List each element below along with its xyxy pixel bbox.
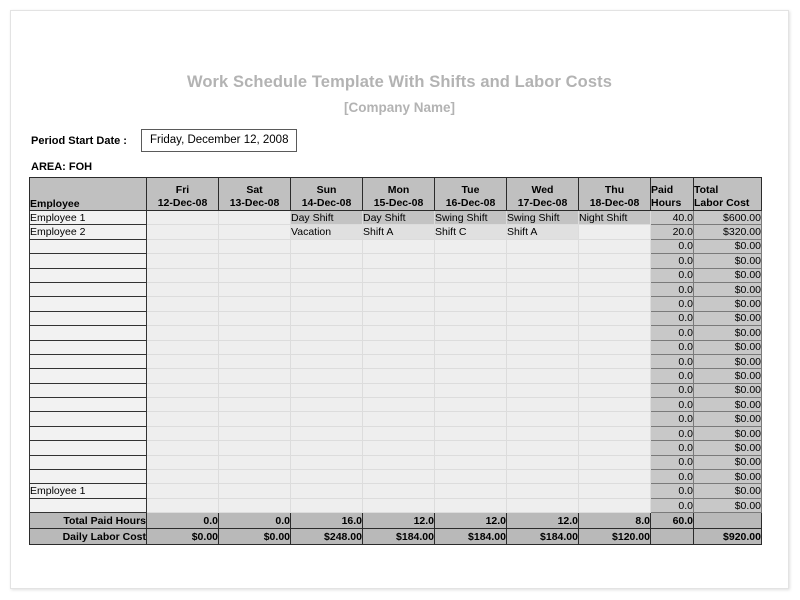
shift-cell[interactable] [147, 340, 219, 354]
shift-cell[interactable] [219, 211, 291, 225]
shift-cell[interactable] [219, 441, 291, 455]
row-total-labor-cost: $0.00 [694, 383, 762, 397]
summary-day-value: 12.0 [507, 513, 579, 529]
header-day-fri [147, 178, 219, 211]
shift-cell[interactable] [363, 268, 435, 282]
shift-cell[interactable] [507, 268, 579, 282]
table-row [30, 441, 762, 455]
shift-cell[interactable] [435, 498, 507, 512]
shift-cell[interactable] [291, 297, 363, 311]
row-paid-hours: 0.0 [651, 398, 694, 412]
shift-cell[interactable] [363, 239, 435, 253]
header-day-date: 16-Dec-08 [445, 197, 496, 209]
row-total-labor-cost: $0.00 [694, 484, 762, 498]
shift-cell[interactable] [363, 441, 435, 455]
shift-cell[interactable] [147, 398, 219, 412]
header-day-tue [435, 178, 507, 211]
shift-cell[interactable] [579, 412, 651, 426]
shift-cell[interactable] [219, 225, 291, 239]
summary-day-value: $184.00 [507, 529, 579, 545]
shift-cell[interactable] [507, 412, 579, 426]
shift-cell[interactable] [579, 326, 651, 340]
table-header-row [30, 178, 762, 211]
row-paid-hours: 0.0 [651, 484, 694, 498]
header-day-name: Fri [175, 184, 190, 196]
shift-cell[interactable] [291, 412, 363, 426]
shift-cell[interactable] [147, 426, 219, 440]
summary-day-value: 0.0 [219, 513, 291, 529]
header-day-date: 15-Dec-08 [373, 197, 424, 209]
table-row [30, 426, 762, 440]
employee-name-cell[interactable] [30, 326, 147, 340]
row-total-labor-cost: $0.00 [694, 239, 762, 253]
shift-cell[interactable] [435, 340, 507, 354]
shift-cell[interactable] [147, 441, 219, 455]
shift-cell[interactable] [291, 383, 363, 397]
employee-name-cell[interactable] [30, 268, 147, 282]
summary-day-value: 12.0 [435, 513, 507, 529]
shift-cell[interactable] [147, 484, 219, 498]
shift-cell[interactable] [219, 297, 291, 311]
row-total-labor-cost: $0.00 [694, 254, 762, 268]
shift-cell[interactable] [579, 383, 651, 397]
row-total-labor-cost: $0.00 [694, 369, 762, 383]
row-paid-hours: 0.0 [651, 326, 694, 340]
shift-cell[interactable] [291, 326, 363, 340]
shift-cell[interactable] [435, 297, 507, 311]
shift-cell[interactable] [363, 311, 435, 325]
header-day-mon [363, 178, 435, 211]
row-total-labor-cost: $320.00 [694, 225, 762, 239]
shift-cell[interactable] [147, 254, 219, 268]
shift-cell[interactable] [291, 455, 363, 469]
shift-cell[interactable] [147, 412, 219, 426]
row-total-labor-cost: $0.00 [694, 498, 762, 512]
shift-cell[interactable] [363, 254, 435, 268]
table-row [30, 498, 762, 512]
row-total-labor-cost: $0.00 [694, 268, 762, 282]
shift-cell[interactable] [291, 398, 363, 412]
summary-day-value: $0.00 [147, 529, 219, 545]
row-paid-hours: 0.0 [651, 282, 694, 296]
shift-cell[interactable] [579, 369, 651, 383]
row-paid-hours: 0.0 [651, 311, 694, 325]
shift-cell[interactable] [435, 383, 507, 397]
header-day-wed [507, 178, 579, 211]
summary-day-value: 0.0 [147, 513, 219, 529]
employee-name-cell[interactable] [30, 297, 147, 311]
table-row [30, 326, 762, 340]
shift-cell[interactable]: Night Shift [579, 211, 651, 225]
shift-cell[interactable] [363, 340, 435, 354]
shift-cell[interactable] [291, 470, 363, 484]
row-paid-hours: 0.0 [651, 470, 694, 484]
employee-name-cell[interactable] [30, 455, 147, 469]
period-start-date-input[interactable]: Friday, December 12, 2008 [141, 129, 298, 152]
header-day-sat [219, 178, 291, 211]
row-paid-hours: 0.0 [651, 354, 694, 368]
shift-cell[interactable] [219, 470, 291, 484]
page-title: Work Schedule Template With Shifts and Labor Costs [186, 73, 613, 91]
shift-cell[interactable] [507, 470, 579, 484]
employee-name-cell[interactable] [30, 282, 147, 296]
shift-cell[interactable] [435, 455, 507, 469]
shift-cell[interactable] [435, 484, 507, 498]
summary-label: Total Paid Hours [30, 513, 147, 529]
shift-cell[interactable] [219, 369, 291, 383]
shift-cell[interactable] [147, 311, 219, 325]
shift-cell[interactable] [507, 383, 579, 397]
employee-name-cell[interactable] [30, 340, 147, 354]
shift-cell[interactable] [579, 340, 651, 354]
shift-cell[interactable] [219, 412, 291, 426]
shift-cell[interactable] [363, 455, 435, 469]
summary-row [30, 529, 762, 545]
table-row [30, 225, 762, 239]
shift-cell[interactable] [363, 412, 435, 426]
shift-cell[interactable] [435, 239, 507, 253]
shift-cell[interactable] [579, 470, 651, 484]
shift-cell[interactable] [363, 369, 435, 383]
row-paid-hours: 0.0 [651, 268, 694, 282]
shift-cell[interactable] [147, 268, 219, 282]
shift-cell[interactable] [363, 498, 435, 512]
table-row [30, 239, 762, 253]
shift-cell[interactable] [219, 498, 291, 512]
row-paid-hours: 0.0 [651, 426, 694, 440]
row-total-labor-cost: $0.00 [694, 470, 762, 484]
shift-cell[interactable] [507, 311, 579, 325]
shift-cell[interactable] [579, 225, 651, 239]
header-total-labor-cost-line2: Labor Cost [694, 197, 750, 209]
summary-total-labor-cost: $920.00 [694, 529, 762, 545]
shift-cell[interactable] [507, 398, 579, 412]
table-body [30, 211, 762, 513]
header-day-name: Wed [531, 184, 554, 196]
shift-cell[interactable] [579, 484, 651, 498]
header-day-sun [291, 178, 363, 211]
employee-name-cell[interactable] [30, 398, 147, 412]
shift-cell[interactable] [363, 484, 435, 498]
employee-name-cell[interactable] [30, 383, 147, 397]
table-row [30, 398, 762, 412]
shift-cell[interactable] [435, 398, 507, 412]
header-paid-hours-line1: Paid [651, 184, 674, 196]
shift-cell[interactable]: Swing Shift [435, 211, 507, 225]
row-paid-hours: 0.0 [651, 383, 694, 397]
shift-cell[interactable] [147, 282, 219, 296]
shift-cell[interactable] [507, 282, 579, 296]
shift-cell[interactable] [363, 282, 435, 296]
shift-cell[interactable] [363, 354, 435, 368]
table-row [30, 340, 762, 354]
shift-cell[interactable] [579, 426, 651, 440]
shift-cell[interactable] [435, 282, 507, 296]
shift-cell[interactable] [219, 326, 291, 340]
header-employee: Employee [30, 178, 147, 211]
header-day-name: Tue [461, 184, 480, 196]
row-total-labor-cost: $0.00 [694, 297, 762, 311]
table-row [30, 254, 762, 268]
shift-cell[interactable]: Vacation [291, 225, 363, 239]
shift-cell[interactable] [219, 398, 291, 412]
summary-row [30, 513, 762, 529]
shift-cell[interactable] [435, 268, 507, 282]
shift-cell[interactable]: Day Shift [363, 211, 435, 225]
shift-cell[interactable] [219, 254, 291, 268]
area-label: AREA: FOH [31, 161, 93, 173]
summary-day-value: $120.00 [579, 529, 651, 545]
employee-name-cell[interactable] [30, 369, 147, 383]
table-footer [30, 513, 762, 545]
shift-cell[interactable] [147, 455, 219, 469]
shift-cell[interactable] [291, 239, 363, 253]
shift-cell[interactable] [291, 426, 363, 440]
shift-cell[interactable] [219, 311, 291, 325]
employee-name-cell[interactable] [30, 254, 147, 268]
header-day-date: 12-Dec-08 [157, 197, 208, 209]
shift-cell[interactable] [507, 369, 579, 383]
shift-cell[interactable] [147, 326, 219, 340]
shift-cell[interactable] [435, 354, 507, 368]
shift-cell[interactable] [507, 239, 579, 253]
shift-cell[interactable]: Day Shift [291, 211, 363, 225]
shift-cell[interactable] [363, 470, 435, 484]
shift-cell[interactable] [579, 297, 651, 311]
shift-cell[interactable] [507, 441, 579, 455]
shift-cell[interactable]: Swing Shift [507, 211, 579, 225]
shift-cell[interactable] [579, 254, 651, 268]
shift-cell[interactable] [291, 254, 363, 268]
shift-cell[interactable] [291, 354, 363, 368]
shift-cell[interactable] [219, 282, 291, 296]
header-day-name: Mon [387, 184, 410, 196]
table-row [30, 383, 762, 397]
header-total-labor-cost [694, 178, 762, 211]
header-paid-hours [651, 178, 694, 211]
table-row [30, 470, 762, 484]
row-total-labor-cost: $0.00 [694, 426, 762, 440]
shift-cell[interactable] [291, 498, 363, 512]
table-row [30, 455, 762, 469]
shift-cell[interactable] [507, 455, 579, 469]
shift-cell[interactable] [147, 297, 219, 311]
employee-name-cell[interactable] [30, 311, 147, 325]
header-total-labor-cost-line1: Total [694, 184, 719, 196]
shift-cell[interactable] [507, 354, 579, 368]
schedule-table [29, 177, 762, 545]
shift-cell[interactable] [291, 311, 363, 325]
row-total-labor-cost: $0.00 [694, 441, 762, 455]
shift-cell[interactable] [507, 426, 579, 440]
summary-day-value: 16.0 [291, 513, 363, 529]
shift-cell[interactable] [579, 498, 651, 512]
employee-name-cell[interactable] [30, 239, 147, 253]
shift-cell[interactable] [579, 354, 651, 368]
table-row [30, 211, 762, 225]
summary-day-value: 12.0 [363, 513, 435, 529]
document-page [10, 10, 789, 589]
summary-day-value: 8.0 [579, 513, 651, 529]
header-day-date: 14-Dec-08 [301, 197, 352, 209]
employee-name-cell[interactable] [30, 441, 147, 455]
shift-cell[interactable] [291, 441, 363, 455]
summary-day-value: $0.00 [219, 529, 291, 545]
shift-cell[interactable] [147, 354, 219, 368]
employee-name-cell[interactable]: Employee 2 [30, 225, 147, 239]
row-paid-hours: 20.0 [651, 225, 694, 239]
header-paid-hours-line2: Hours [651, 197, 682, 209]
shift-cell[interactable] [219, 340, 291, 354]
header-day-name: Thu [604, 184, 625, 196]
row-total-labor-cost: $600.00 [694, 211, 762, 225]
row-paid-hours: 0.0 [651, 455, 694, 469]
employee-name-cell[interactable] [30, 426, 147, 440]
shift-cell[interactable] [291, 282, 363, 296]
shift-cell[interactable] [435, 254, 507, 268]
table-row [30, 268, 762, 282]
shift-cell[interactable] [363, 398, 435, 412]
table-row [30, 311, 762, 325]
shift-cell[interactable] [219, 426, 291, 440]
shift-cell[interactable] [435, 369, 507, 383]
shift-cell[interactable] [147, 369, 219, 383]
row-total-labor-cost: $0.00 [694, 340, 762, 354]
shift-cell[interactable] [435, 441, 507, 455]
shift-cell[interactable] [579, 282, 651, 296]
row-total-labor-cost: $0.00 [694, 398, 762, 412]
row-paid-hours: 40.0 [651, 211, 694, 225]
shift-cell[interactable] [219, 268, 291, 282]
row-total-labor-cost: $0.00 [694, 412, 762, 426]
shift-cell[interactable] [435, 412, 507, 426]
shift-cell[interactable]: Shift A [363, 225, 435, 239]
employee-name-cell[interactable]: Employee 1 [30, 484, 147, 498]
shift-cell[interactable] [507, 326, 579, 340]
row-paid-hours: 0.0 [651, 412, 694, 426]
table-row [30, 412, 762, 426]
summary-paid-hours: 60.0 [651, 513, 694, 529]
shift-cell[interactable] [291, 268, 363, 282]
table-row [30, 369, 762, 383]
shift-cell[interactable] [219, 484, 291, 498]
row-total-labor-cost: $0.00 [694, 311, 762, 325]
shift-cell[interactable] [579, 398, 651, 412]
shift-cell[interactable] [291, 484, 363, 498]
summary-paid-hours [651, 529, 694, 545]
table-row [30, 297, 762, 311]
header-day-name: Sat [246, 184, 263, 196]
shift-cell[interactable] [507, 297, 579, 311]
table-row [30, 354, 762, 368]
shift-cell[interactable] [507, 340, 579, 354]
row-paid-hours: 0.0 [651, 441, 694, 455]
page-subtitle: [Company Name] [343, 100, 456, 115]
shift-cell[interactable] [291, 369, 363, 383]
header-day-thu [579, 178, 651, 211]
table-row [30, 484, 762, 498]
shift-cell[interactable] [579, 268, 651, 282]
shift-cell[interactable] [507, 254, 579, 268]
employee-name-cell[interactable] [30, 470, 147, 484]
summary-day-value: $248.00 [291, 529, 363, 545]
summary-total-labor-cost [694, 513, 762, 529]
row-paid-hours: 0.0 [651, 369, 694, 383]
shift-cell[interactable] [147, 383, 219, 397]
summary-day-value: $184.00 [435, 529, 507, 545]
shift-cell[interactable] [147, 225, 219, 239]
table-row [30, 282, 762, 296]
shift-cell[interactable] [507, 484, 579, 498]
shift-cell[interactable] [147, 211, 219, 225]
shift-cell[interactable] [219, 383, 291, 397]
shift-cell[interactable] [363, 297, 435, 311]
shift-cell[interactable] [507, 498, 579, 512]
row-paid-hours: 0.0 [651, 297, 694, 311]
row-paid-hours: 0.0 [651, 498, 694, 512]
row-total-labor-cost: $0.00 [694, 282, 762, 296]
row-total-labor-cost: $0.00 [694, 326, 762, 340]
shift-cell[interactable] [435, 426, 507, 440]
shift-cell[interactable] [435, 311, 507, 325]
employee-name-cell[interactable] [30, 412, 147, 426]
shift-cell[interactable] [435, 326, 507, 340]
schedule-table-container [29, 177, 762, 545]
shift-cell[interactable] [219, 239, 291, 253]
shift-cell[interactable] [363, 426, 435, 440]
header-day-date: 18-Dec-08 [589, 197, 640, 209]
header-day-name: Sun [316, 184, 337, 196]
shift-cell[interactable] [147, 239, 219, 253]
shift-cell[interactable] [363, 326, 435, 340]
employee-name-cell[interactable] [30, 354, 147, 368]
shift-cell[interactable] [291, 340, 363, 354]
shift-cell[interactable] [147, 470, 219, 484]
summary-day-value: $184.00 [363, 529, 435, 545]
header-day-date: 17-Dec-08 [517, 197, 568, 209]
row-total-labor-cost: $0.00 [694, 455, 762, 469]
summary-label: Daily Labor Cost [30, 529, 147, 545]
shift-cell[interactable] [363, 383, 435, 397]
row-paid-hours: 0.0 [651, 239, 694, 253]
shift-cell[interactable] [219, 455, 291, 469]
period-start-date-row [31, 129, 297, 152]
shift-cell[interactable] [579, 441, 651, 455]
shift-cell[interactable]: Shift C [435, 225, 507, 239]
shift-cell[interactable] [579, 455, 651, 469]
row-paid-hours: 0.0 [651, 254, 694, 268]
shift-cell[interactable] [579, 239, 651, 253]
row-paid-hours: 0.0 [651, 340, 694, 354]
employee-name-cell[interactable]: Employee 1 [30, 211, 147, 225]
shift-cell[interactable] [435, 470, 507, 484]
period-start-date-label: Period Start Date : [31, 134, 127, 147]
shift-cell[interactable]: Shift A [507, 225, 579, 239]
shift-cell[interactable] [219, 354, 291, 368]
row-total-labor-cost: $0.00 [694, 354, 762, 368]
shift-cell[interactable] [147, 498, 219, 512]
header-day-date: 13-Dec-08 [229, 197, 280, 209]
shift-cell[interactable] [579, 311, 651, 325]
employee-name-cell[interactable] [30, 498, 147, 512]
